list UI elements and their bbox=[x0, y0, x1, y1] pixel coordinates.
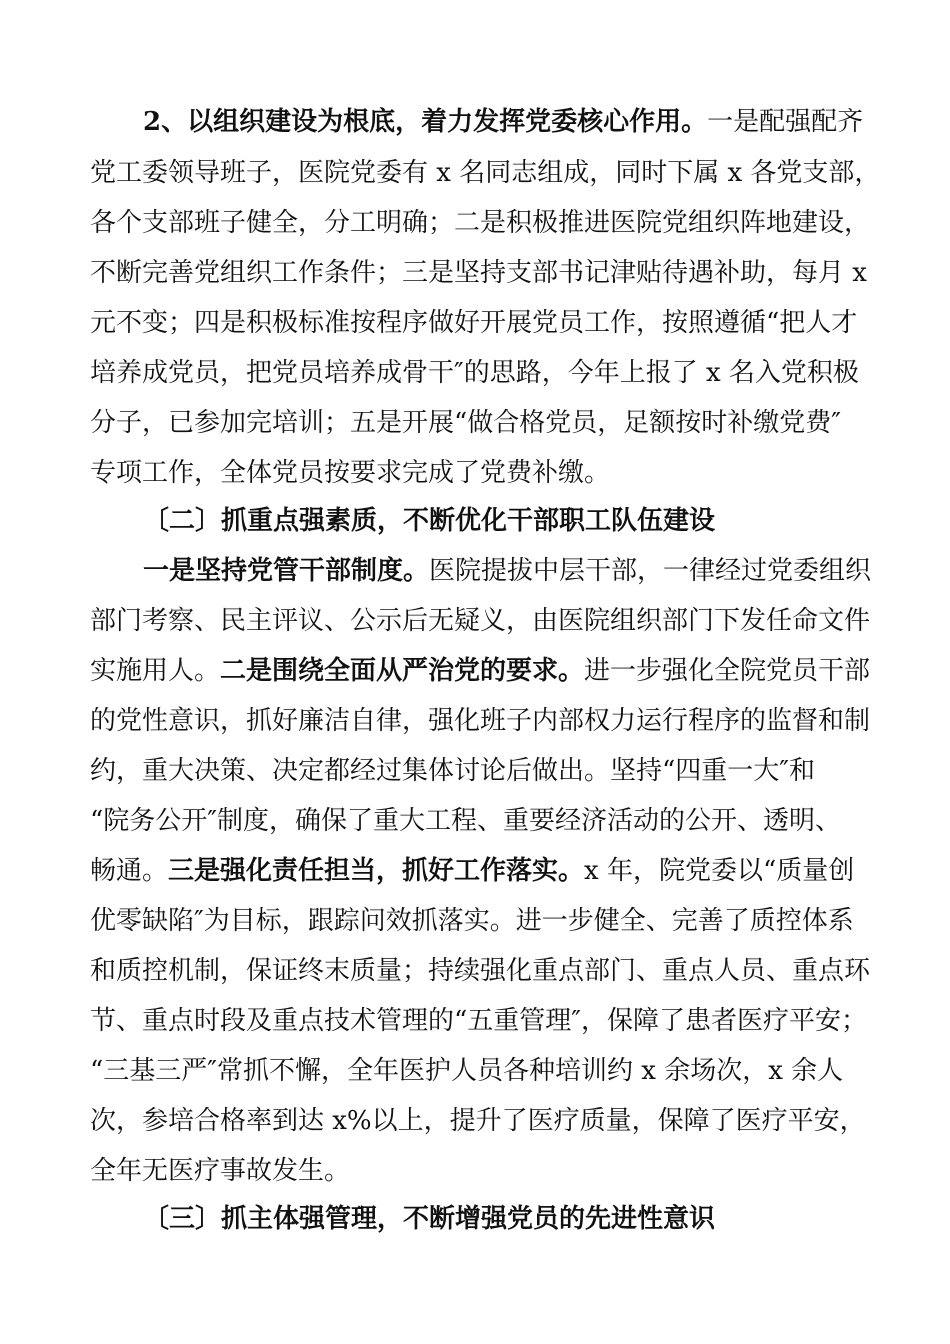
paragraph-2-line-2: 部门考察、民主评议、公示后无疑义，由医院组织部门下发任命文件 bbox=[90, 606, 871, 636]
paragraph-2-line-9: 和质控机制，保证终末质量；持续强化重点部门、重点人员、重点环 bbox=[90, 956, 871, 986]
paragraph-1-bold-lead: 2、以组织建设为根底，着力发挥党委核心作用。 bbox=[143, 107, 708, 137]
paragraph-2-line-4: 的党性意识，抓好廉洁自律，强化班子内部权力运行程序的监督和制 bbox=[90, 706, 871, 736]
paragraph-1-line-6: 培养成党员，把党员培养成骨干″的思路，今年上报了 x 名入党积极 bbox=[90, 358, 859, 388]
paragraph-2-bold-lead-3: 三是强化责任担当，抓好工作落实。 bbox=[168, 856, 585, 886]
paragraph-2-line-7-text-a: 畅通。 bbox=[90, 856, 169, 886]
paragraph-1-line-4: 不断完善党组织工作条件；三是坚持支部书记津贴待遇补助，每月 x bbox=[90, 258, 867, 288]
paragraph-1-line-1 bbox=[143, 107, 863, 137]
paragraph-2-line-12: 次，参培合格率到达 x%以上，提升了医疗质量，保障了医疗平安， bbox=[90, 1106, 866, 1136]
paragraph-1-line-5: 元不变；四是积极标准按程序做好开展党员工作，按照遵循“把人才 bbox=[90, 308, 858, 338]
paragraph-2-line-7-text-b: x 年，院党委以“质量创 bbox=[584, 856, 855, 886]
paragraph-2-line-1 bbox=[143, 556, 871, 586]
paragraph-2-line-11: “三基三严″常抓不懈，全年医护人员各种培训约 x 余场次，x 余人 bbox=[90, 1056, 844, 1086]
paragraph-2-line-3-text-b: 进一步强化全院党员干部 bbox=[584, 656, 871, 686]
paragraph-2-bold-lead-2: 二是围绕全面从严治党的要求。 bbox=[220, 656, 585, 686]
section-heading-2: 〔二〕抓重点强素质，不断优化干部职工队伍建设 bbox=[143, 506, 716, 536]
paragraph-2-line-1-text: 医院提拔中层干部，一律经过党委组织 bbox=[429, 556, 872, 586]
paragraph-2-line-3 bbox=[90, 656, 870, 686]
paragraph-1-line-3: 各个支部班子健全，分工明确；二是积极推进医院党组织阵地建设， bbox=[90, 208, 871, 238]
paragraph-1-line-7: 分子，已参加完培训；五是开展“做合格党员，足额按时补缴党费″ bbox=[90, 408, 842, 438]
paragraph-2-bold-lead-1: 一是坚持党管干部制度。 bbox=[143, 556, 430, 586]
paragraph-2-line-10: 节、重点时段及重点技术管理的“五重管理″，保障了患者医疗平安； bbox=[90, 1006, 868, 1036]
paragraph-2-line-8: 优零缺陷″为目标，跟踪问效抓落实。进一步健全、完善了质控体系 bbox=[90, 906, 854, 936]
paragraph-1-line-1-text: 一是配强配齐 bbox=[707, 107, 864, 137]
paragraph-2-line-5: 约，重大决策、决定都经过集体讨论后做出。坚持“四重一大″和 bbox=[90, 756, 816, 786]
section-heading-3: 〔三〕抓主体强管理，不断增强党员的先进性意识 bbox=[143, 1204, 716, 1234]
paragraph-1-line-8: 专项工作，全体党员按要求完成了党费补缴。 bbox=[90, 458, 611, 488]
paragraph-2-line-6: “院务公开″制度，确保了重大工程、重要经济活动的公开、透明、 bbox=[90, 806, 842, 836]
paragraph-2-line-13: 全年无医疗事故发生。 bbox=[90, 1156, 351, 1186]
paragraph-2-line-7 bbox=[90, 856, 854, 886]
paragraph-1-line-2: 党工委领导班子，医院党委有 x 名同志组成，同时下属 x 各党支部， bbox=[90, 158, 881, 188]
paragraph-2-line-3-text-a: 实施用人。 bbox=[90, 656, 221, 686]
